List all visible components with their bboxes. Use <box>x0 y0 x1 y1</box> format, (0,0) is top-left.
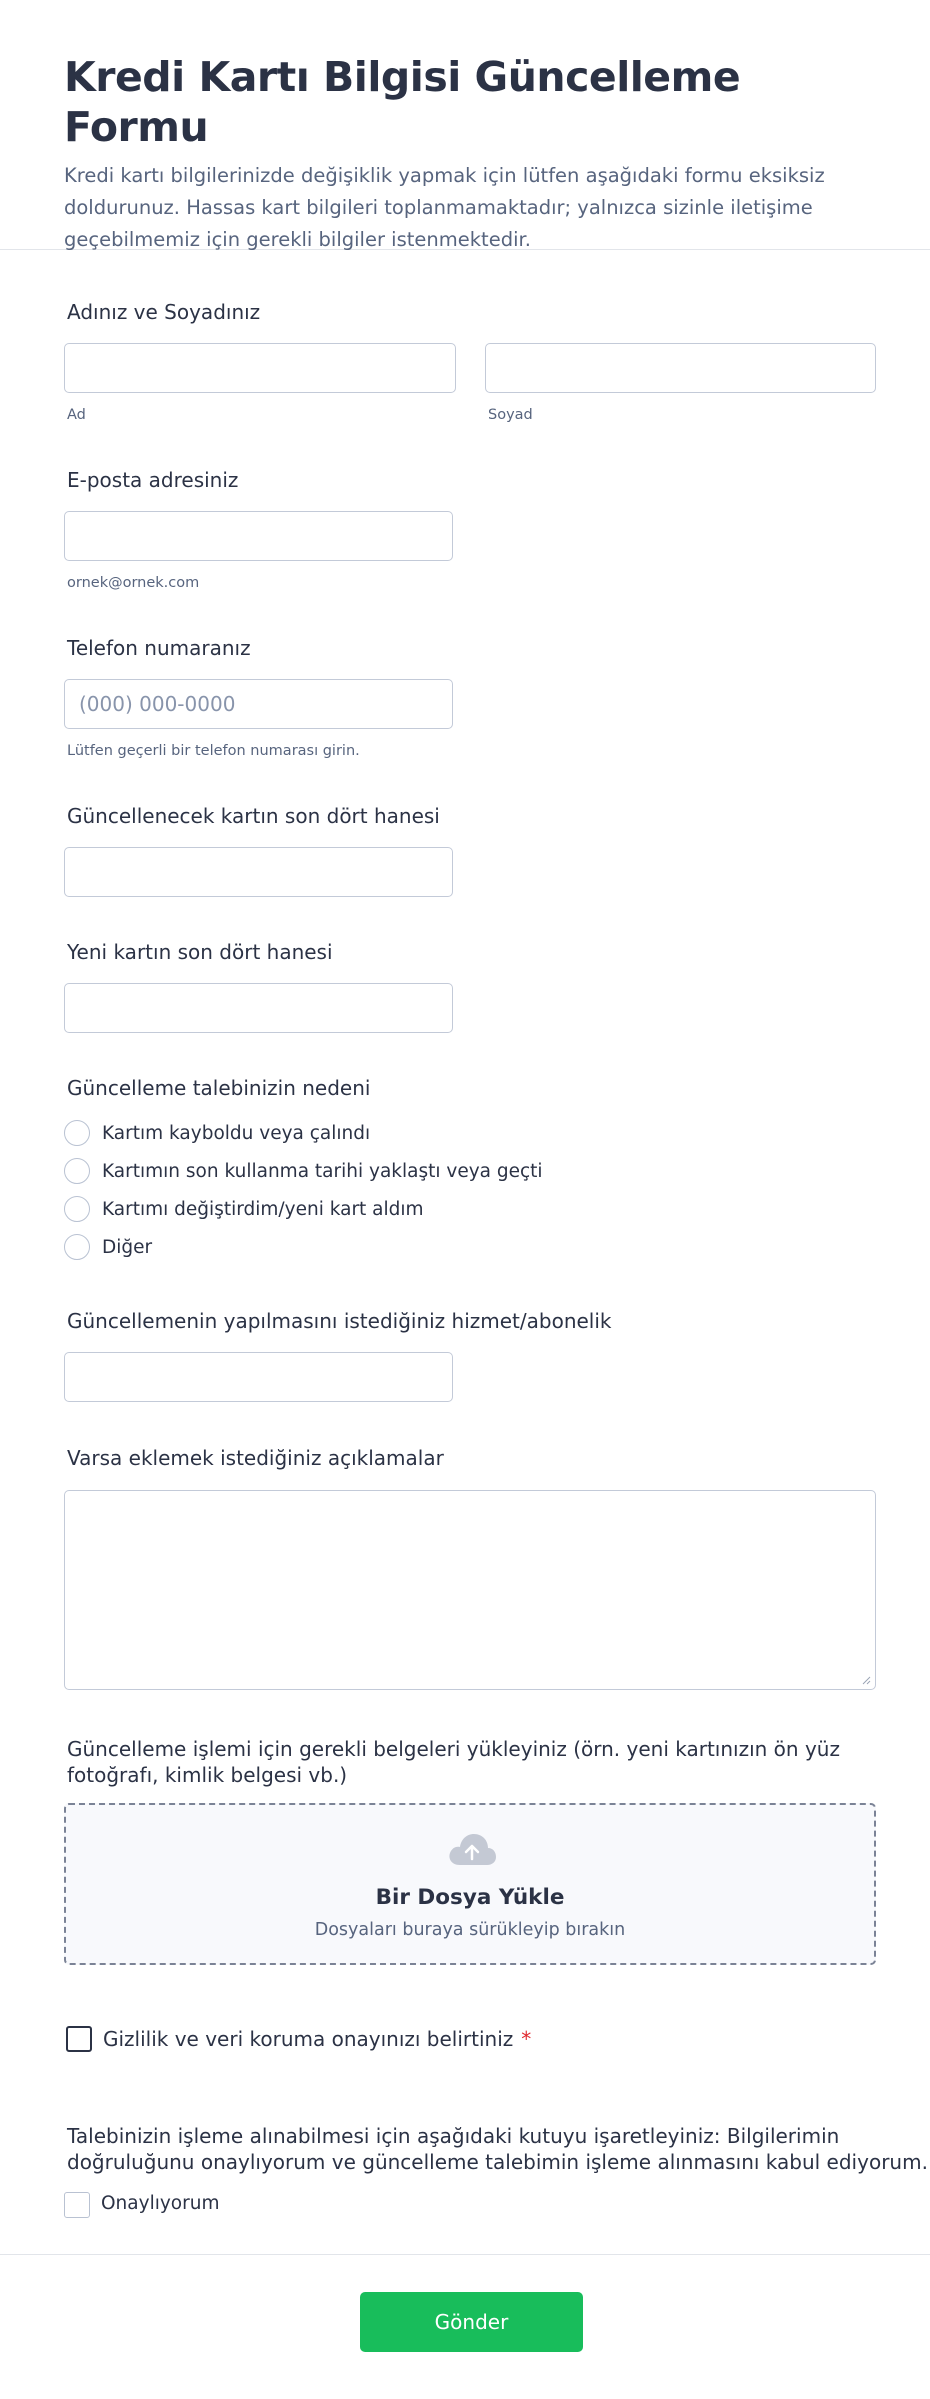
radio-label: Kartım kayboldu veya çalındı <box>102 1122 371 1144</box>
phone-input[interactable] <box>64 679 453 729</box>
email-label: E-posta adresiniz <box>67 468 239 492</box>
new-card-label: Yeni kartın son dört hanesi <box>67 940 333 964</box>
page-title: Kredi Kartı Bilgisi Güncelleme Formu <box>64 53 741 151</box>
email-sublabel: ornek@ornek.com <box>67 575 200 591</box>
cloud-upload-icon <box>446 1829 498 1869</box>
last-name-sublabel: Soyad <box>488 407 533 423</box>
service-input[interactable] <box>64 1352 453 1402</box>
reason-option-new-card[interactable] <box>64 1196 424 1222</box>
privacy-checkbox[interactable] <box>66 2026 92 2052</box>
required-mark: * <box>521 2027 532 2051</box>
confirm-label-line1: Talebinizin işleme alınabilmesi için aşağıdaki kutuyu işaretleyiniz: Bilgilerimin <box>67 2124 840 2148</box>
submit-button[interactable]: Gönder <box>360 2292 583 2352</box>
old-card-label: Güncellenecek kartın son dört hanesi <box>67 804 440 828</box>
radio-button[interactable] <box>64 1120 90 1146</box>
email-input[interactable] <box>64 511 453 561</box>
reason-option-expired[interactable] <box>64 1158 543 1184</box>
first-name-sublabel: Ad <box>67 407 86 423</box>
confirm-option-label[interactable]: Onaylıyorum <box>101 2193 220 2214</box>
reason-label: Güncelleme talebinizin nedeni <box>67 1076 371 1100</box>
radio-button[interactable] <box>64 1158 90 1184</box>
last-name-input[interactable] <box>485 343 876 393</box>
notes-textarea[interactable] <box>64 1490 876 1690</box>
file-upload-dropzone[interactable] <box>64 1803 876 1965</box>
old-card-digits-input[interactable] <box>64 847 453 897</box>
form-description: Kredi kartı bilgilerinizde değişiklik yapmak için lütfen aşağıdaki formu eksiksiz doldurunuz. Hassas kart bilgileri toplanmamaktadır; yalnızca sizinle iletişime geçebilmemiz için gerekli bilgiler istenmektedir. <box>64 164 825 251</box>
radio-label: Kartımın son kullanma tarihi yaklaştı veya geçti <box>102 1160 543 1182</box>
privacy-label-text: Gizlilik ve veri koruma onayınızı belirtiniz <box>103 2027 514 2051</box>
upload-hint: Dosyaları buraya sürükleyip bırakın <box>314 1920 626 1940</box>
phone-sublabel: Lütfen geçerli bir telefon numarası girin. <box>67 743 360 759</box>
new-card-digits-input[interactable] <box>64 983 453 1033</box>
radio-label: Diğer <box>102 1236 153 1258</box>
upload-title: Bir Dosya Yükle <box>375 1885 565 1910</box>
privacy-label <box>103 2027 531 2051</box>
footer-divider <box>0 2254 930 2255</box>
reason-option-lost-stolen[interactable] <box>64 1120 370 1146</box>
upload-label-line2: fotoğrafı, kimlik belgesi vb.) <box>67 1763 348 1787</box>
upload-label-line1: Güncelleme işlemi için gerekli belgeleri yükleyiniz (örn. yeni kartınızın ön yüz <box>67 1737 840 1761</box>
radio-label: Kartımı değiştirdim/yeni kart aldım <box>102 1198 424 1220</box>
confirm-checkbox[interactable] <box>64 2192 90 2218</box>
service-label: Güncellemenin yapılmasını istediğiniz hizmet/abonelik <box>67 1309 612 1333</box>
radio-button[interactable] <box>64 1234 90 1260</box>
resize-grip-icon[interactable] <box>861 1675 871 1685</box>
reason-option-other[interactable] <box>64 1234 152 1260</box>
name-label: Adınız ve Soyadınız <box>67 300 261 324</box>
phone-label: Telefon numaranız <box>67 636 251 660</box>
confirm-label-line2: doğruluğunu onaylıyorum ve güncelleme talebimin işleme alınmasını kabul ediyorum. <box>67 2150 928 2174</box>
form-header <box>0 0 930 250</box>
notes-label: Varsa eklemek istediğiniz açıklamalar <box>67 1446 444 1470</box>
radio-button[interactable] <box>64 1196 90 1222</box>
first-name-input[interactable] <box>64 343 456 393</box>
